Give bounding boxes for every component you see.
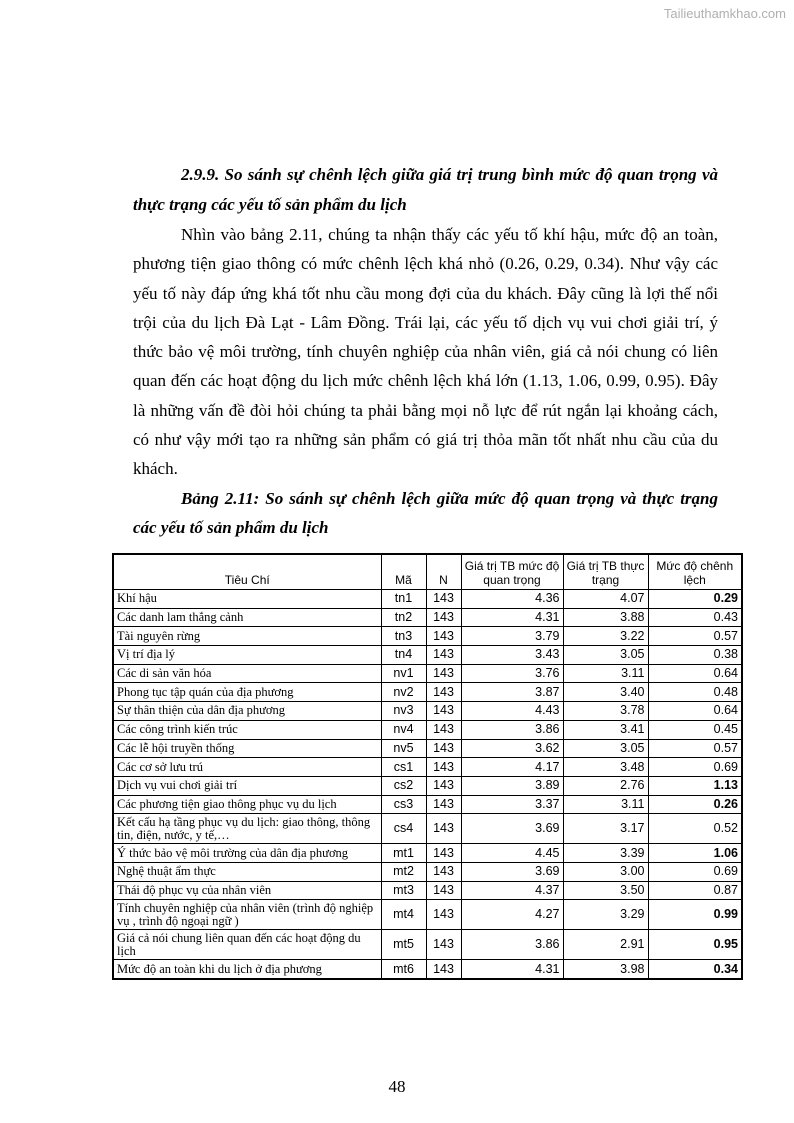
table-row bbox=[113, 590, 742, 609]
cell-code: mt4 bbox=[381, 900, 426, 930]
cell-gap: 0.95 bbox=[648, 930, 742, 960]
cell-status: 3.48 bbox=[563, 758, 648, 777]
table-caption-text: : So sánh sự chênh lệch giữa mức độ quan trọng và thực trạng các yếu tố sản phẩm du lịch bbox=[133, 488, 718, 537]
cell-importance: 3.37 bbox=[461, 795, 563, 814]
cell-status: 3.40 bbox=[563, 683, 648, 702]
cell-criterion: Phong tục tập quán của địa phương bbox=[113, 683, 381, 702]
cell-status: 3.11 bbox=[563, 664, 648, 683]
cell-code: nv2 bbox=[381, 683, 426, 702]
cell-gap: 0.99 bbox=[648, 900, 742, 930]
table-caption-label: Bảng 2.11 bbox=[181, 488, 254, 508]
cell-gap: 0.57 bbox=[648, 739, 742, 758]
cell-n: 143 bbox=[426, 720, 461, 739]
cell-gap: 0.43 bbox=[648, 608, 742, 627]
cell-gap: 0.64 bbox=[648, 664, 742, 683]
table-row bbox=[113, 776, 742, 795]
cell-importance: 3.76 bbox=[461, 664, 563, 683]
cell-importance: 3.79 bbox=[461, 627, 563, 646]
cell-criterion: Các cơ sở lưu trú bbox=[113, 758, 381, 777]
cell-gap: 0.69 bbox=[648, 862, 742, 881]
cell-criterion: Khí hậu bbox=[113, 590, 381, 609]
table-row bbox=[113, 702, 742, 721]
cell-code: cs3 bbox=[381, 795, 426, 814]
cell-importance: 3.69 bbox=[461, 814, 563, 844]
cell-status: 4.07 bbox=[563, 590, 648, 609]
cell-gap: 1.06 bbox=[648, 844, 742, 863]
header-status: Giá trị TB thực trạng bbox=[563, 554, 648, 590]
cell-status: 3.29 bbox=[563, 900, 648, 930]
cell-gap: 1.13 bbox=[648, 776, 742, 795]
cell-importance: 3.86 bbox=[461, 720, 563, 739]
cell-status: 3.98 bbox=[563, 960, 648, 979]
cell-gap: 0.26 bbox=[648, 795, 742, 814]
cell-n: 143 bbox=[426, 646, 461, 665]
cell-n: 143 bbox=[426, 881, 461, 900]
cell-criterion: Kết cấu hạ tầng phục vụ du lịch: giao thông, thông tin, điện, nước, y tế,… bbox=[113, 814, 381, 844]
cell-gap: 0.45 bbox=[648, 720, 742, 739]
cell-n: 143 bbox=[426, 683, 461, 702]
cell-criterion: Ý thức bảo vệ môi trường của dân địa phương bbox=[113, 844, 381, 863]
cell-criterion: Các di sản văn hóa bbox=[113, 664, 381, 683]
cell-importance: 3.89 bbox=[461, 776, 563, 795]
cell-importance: 4.17 bbox=[461, 758, 563, 777]
table-row bbox=[113, 900, 742, 930]
cell-status: 3.78 bbox=[563, 702, 648, 721]
cell-n: 143 bbox=[426, 627, 461, 646]
cell-code: nv3 bbox=[381, 702, 426, 721]
page-number: 48 bbox=[388, 1077, 406, 1096]
cell-n: 143 bbox=[426, 590, 461, 609]
cell-importance: 4.36 bbox=[461, 590, 563, 609]
cell-code: cs4 bbox=[381, 814, 426, 844]
cell-criterion: Các công trình kiến trúc bbox=[113, 720, 381, 739]
cell-code: nv5 bbox=[381, 739, 426, 758]
cell-status: 3.41 bbox=[563, 720, 648, 739]
header-importance: Giá trị TB mức độ quan trọng bbox=[461, 554, 563, 590]
table-row bbox=[113, 844, 742, 863]
cell-code: nv4 bbox=[381, 720, 426, 739]
cell-code: tn2 bbox=[381, 608, 426, 627]
table-row bbox=[113, 930, 742, 960]
cell-code: tn3 bbox=[381, 627, 426, 646]
table-row bbox=[113, 881, 742, 900]
cell-n: 143 bbox=[426, 844, 461, 863]
cell-status: 3.05 bbox=[563, 739, 648, 758]
table-row bbox=[113, 664, 742, 683]
cell-criterion: Các danh lam thắng cảnh bbox=[113, 608, 381, 627]
table-row bbox=[113, 720, 742, 739]
cell-code: mt1 bbox=[381, 844, 426, 863]
cell-n: 143 bbox=[426, 758, 461, 777]
cell-n: 143 bbox=[426, 664, 461, 683]
cell-criterion: Thái độ phục vụ của nhân viên bbox=[113, 881, 381, 900]
cell-importance: 3.69 bbox=[461, 862, 563, 881]
table-row bbox=[113, 862, 742, 881]
cell-criterion: Dịch vụ vui chơi giải trí bbox=[113, 776, 381, 795]
table-row bbox=[113, 646, 742, 665]
cell-status: 3.00 bbox=[563, 862, 648, 881]
cell-status: 3.05 bbox=[563, 646, 648, 665]
cell-n: 143 bbox=[426, 795, 461, 814]
cell-n: 143 bbox=[426, 776, 461, 795]
cell-code: mt3 bbox=[381, 881, 426, 900]
header-gap: Mức độ chênh lệch bbox=[648, 554, 742, 590]
header-code: Mã bbox=[381, 554, 426, 590]
cell-status: 3.88 bbox=[563, 608, 648, 627]
cell-importance: 4.37 bbox=[461, 881, 563, 900]
table-caption bbox=[133, 484, 718, 542]
cell-code: cs2 bbox=[381, 776, 426, 795]
cell-status: 3.22 bbox=[563, 627, 648, 646]
table-body bbox=[113, 590, 742, 980]
cell-gap: 0.29 bbox=[648, 590, 742, 609]
cell-code: tn4 bbox=[381, 646, 426, 665]
cell-n: 143 bbox=[426, 814, 461, 844]
cell-status: 3.11 bbox=[563, 795, 648, 814]
cell-gap: 0.38 bbox=[648, 646, 742, 665]
table-row bbox=[113, 795, 742, 814]
cell-code: tn1 bbox=[381, 590, 426, 609]
cell-criterion: Nghệ thuật ẩm thực bbox=[113, 862, 381, 881]
table-row bbox=[113, 758, 742, 777]
cell-n: 143 bbox=[426, 930, 461, 960]
cell-gap: 0.87 bbox=[648, 881, 742, 900]
body-paragraph: Nhìn vào bảng 2.11, chúng ta nhận thấy các yếu tố khí hậu, mức độ an toàn, phương tiện giao thông có mức chênh lệch khá nhỏ (0.26, 0.29, 0.34). Như vậy các yếu tố này đáp ứng khá tốt nhu cầu mong đợi của du khách. Đây cũng là lợi thế nổi trội của du lịch Đà Lạt - Lâm Đồng. Trái lại, các yếu tố dịch vụ vui chơi giải trí, ý thức bảo vệ môi trường, tính chuyên nghiệp của nhân viên, giá cả nói chung có liên quan đến các hoạt động du lịch mức chênh lệch khá lớn (1.13, 1.06, 0.99, 0.95). Đây là những vấn đề đòi hỏi chúng ta phải bằng mọi nỗ lực để rút ngắn lại khoảng cách, có như vậy mới tạo ra những sản phẩm có giá trị thỏa mãn tốt nhất nhu cầu của du khách. bbox=[133, 225, 718, 479]
cell-code: cs1 bbox=[381, 758, 426, 777]
comparison-table bbox=[112, 553, 743, 980]
cell-n: 143 bbox=[426, 862, 461, 881]
watermark: Tailieuthamkhao.com bbox=[663, 6, 786, 21]
table-row bbox=[113, 814, 742, 844]
section-heading: 2.9.9. So sánh sự chênh lệch giữa giá trị trung bình mức độ quan trọng và thực trạng các yếu tố sản phẩm du lịch bbox=[133, 165, 718, 214]
cell-n: 143 bbox=[426, 702, 461, 721]
cell-code: mt6 bbox=[381, 960, 426, 979]
cell-criterion: Tài nguyên rừng bbox=[113, 627, 381, 646]
cell-criterion: Sự thân thiện của dân địa phương bbox=[113, 702, 381, 721]
cell-importance: 4.45 bbox=[461, 844, 563, 863]
cell-status: 2.91 bbox=[563, 930, 648, 960]
cell-importance: 4.43 bbox=[461, 702, 563, 721]
page-content bbox=[133, 160, 718, 542]
header-criterion: Tiêu Chí bbox=[113, 554, 381, 590]
cell-n: 143 bbox=[426, 900, 461, 930]
cell-code: nv1 bbox=[381, 664, 426, 683]
cell-importance: 3.43 bbox=[461, 646, 563, 665]
cell-status: 3.39 bbox=[563, 844, 648, 863]
cell-gap: 0.57 bbox=[648, 627, 742, 646]
table-row bbox=[113, 683, 742, 702]
cell-gap: 0.69 bbox=[648, 758, 742, 777]
cell-code: mt2 bbox=[381, 862, 426, 881]
table-row bbox=[113, 627, 742, 646]
cell-criterion: Các phương tiện giao thông phục vụ du lịch bbox=[113, 795, 381, 814]
cell-status: 3.17 bbox=[563, 814, 648, 844]
cell-n: 143 bbox=[426, 739, 461, 758]
cell-criterion: Mức độ an toàn khi du lịch ở địa phương bbox=[113, 960, 381, 979]
cell-importance: 4.31 bbox=[461, 608, 563, 627]
cell-gap: 0.48 bbox=[648, 683, 742, 702]
cell-code: mt5 bbox=[381, 930, 426, 960]
table-row bbox=[113, 608, 742, 627]
cell-gap: 0.64 bbox=[648, 702, 742, 721]
cell-status: 2.76 bbox=[563, 776, 648, 795]
cell-importance: 3.62 bbox=[461, 739, 563, 758]
cell-importance: 4.27 bbox=[461, 900, 563, 930]
cell-n: 143 bbox=[426, 960, 461, 979]
cell-gap: 0.52 bbox=[648, 814, 742, 844]
header-n: N bbox=[426, 554, 461, 590]
cell-importance: 3.87 bbox=[461, 683, 563, 702]
cell-n: 143 bbox=[426, 608, 461, 627]
table-row bbox=[113, 960, 742, 979]
table-row bbox=[113, 739, 742, 758]
cell-importance: 3.86 bbox=[461, 930, 563, 960]
cell-criterion: Vị trí địa lý bbox=[113, 646, 381, 665]
cell-criterion: Giá cả nói chung liên quan đến các hoạt động du lịch bbox=[113, 930, 381, 960]
table-header-row bbox=[113, 554, 742, 590]
cell-importance: 4.31 bbox=[461, 960, 563, 979]
cell-gap: 0.34 bbox=[648, 960, 742, 979]
cell-criterion: Các lễ hội truyền thống bbox=[113, 739, 381, 758]
cell-status: 3.50 bbox=[563, 881, 648, 900]
cell-criterion: Tính chuyên nghiệp của nhân viên (trình độ nghiệp vụ , trình độ ngoại ngữ ) bbox=[113, 900, 381, 930]
